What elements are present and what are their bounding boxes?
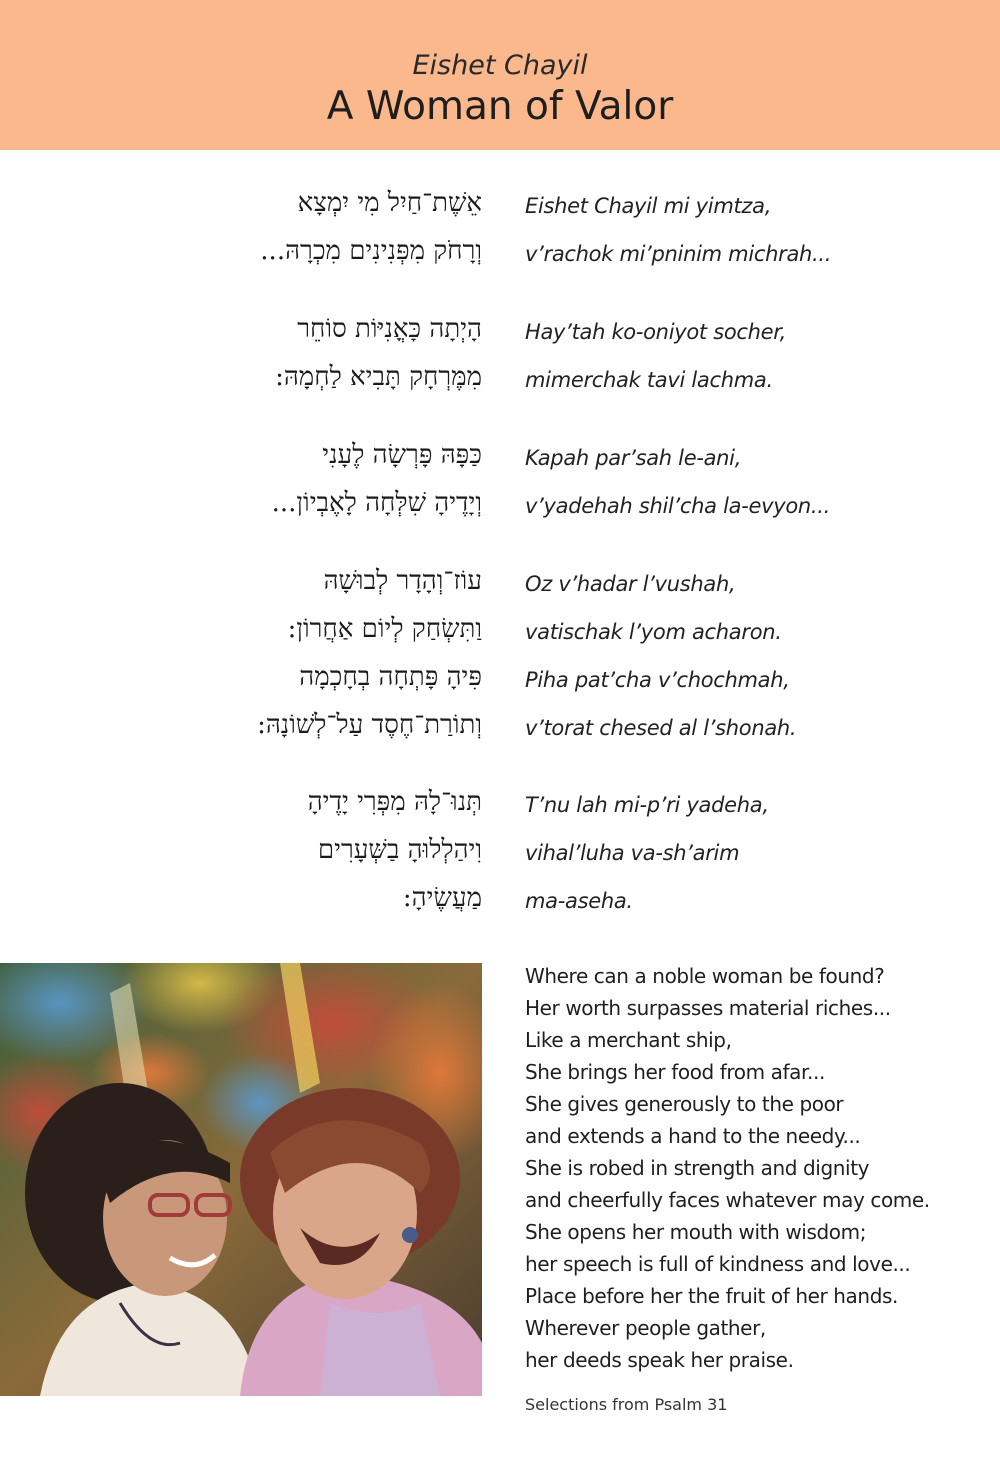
english-line: and cheerfully faces whatever may come. bbox=[525, 1188, 930, 1212]
page-title: A Woman of Valor bbox=[326, 84, 674, 129]
english-line: Wherever people gather, bbox=[525, 1316, 766, 1340]
hebrew-line: וְיָדֶיהָ שִׁלְּחָה לָאֶבְיוֹן... bbox=[271, 488, 482, 518]
transliteration-line: vihal’luha va-sh’arim bbox=[525, 841, 740, 865]
english-translation bbox=[525, 960, 995, 1376]
english-line: Where can a noble woman be found? bbox=[525, 964, 885, 988]
english-line: her speech is full of kindness and love... bbox=[525, 1252, 911, 1276]
hebrew-line: וִיהַלְלוּהָ בַשְּׁעָרִים bbox=[317, 835, 482, 865]
hebrew-line: כַּפָּהּ פָּרְשָׂה לֶעָנִי bbox=[322, 440, 482, 470]
source-citation: Selections from Psalm 31 bbox=[525, 1395, 728, 1414]
photo-two-women bbox=[0, 963, 482, 1396]
hebrew-line: הָיְתָה כָּאֳנִיּוֹת סוֹחֵר bbox=[297, 314, 482, 344]
english-line: Her worth surpasses material riches... bbox=[525, 996, 891, 1020]
transliteration-line: ma-aseha. bbox=[525, 889, 633, 913]
english-line: She brings her food from afar... bbox=[525, 1060, 825, 1084]
transliteration-line: v’rachok mi’pninim michrah... bbox=[525, 242, 832, 266]
english-line: She is robed in strength and dignity bbox=[525, 1156, 870, 1180]
subtitle: Eishet Chayil bbox=[412, 50, 588, 81]
hebrew-line: וְרָחֹק מִפְּנִינִים מִכְרָהּ... bbox=[260, 236, 482, 266]
hebrew-line: וְתוֹרַת־חֶסֶד עַל־לְשׁוֹנָהּ: bbox=[257, 710, 482, 740]
english-line: her deeds speak her praise. bbox=[525, 1348, 794, 1372]
transliteration-line: Oz v’hadar l’vushah, bbox=[525, 572, 736, 596]
hebrew-line: וַתִּשְׂחַק לְיוֹם אַחֲרוֹן: bbox=[287, 614, 482, 644]
english-line: and extends a hand to the needy... bbox=[525, 1124, 861, 1148]
transliteration-line: Eishet Chayil mi yimtza, bbox=[525, 194, 772, 218]
hebrew-line: עוֹז־וְהָדָר לְבוּשָׁהּ bbox=[323, 566, 482, 596]
transliteration-line: Hay’tah ko-oniyot socher, bbox=[525, 320, 787, 344]
english-line: Like a merchant ship, bbox=[525, 1028, 732, 1052]
hebrew-line: מַעֲשֶׂיהָ: bbox=[402, 883, 482, 913]
english-line: Place before her the fruit of her hands. bbox=[525, 1284, 898, 1308]
english-line: She gives generously to the poor bbox=[525, 1092, 844, 1116]
hebrew-line: תְּנוּ־לָהּ מִפְּרִי יָדֶיהָ bbox=[307, 787, 482, 817]
english-line: She opens her mouth with wisdom; bbox=[525, 1220, 867, 1244]
transliteration-line: v’torat chesed al l’shonah. bbox=[525, 716, 797, 740]
hebrew-line: אֵשֶׁת־חַיִל מִי יִמְצָא bbox=[297, 188, 482, 218]
header-banner bbox=[0, 0, 1000, 150]
transliteration-line: mimerchak tavi lachma. bbox=[525, 368, 773, 392]
transliteration-line: Piha pat’cha v’chochmah, bbox=[525, 668, 790, 692]
transliteration-line: vatischak l’yom acharon. bbox=[525, 620, 782, 644]
transliteration-line: T’nu lah mi-p’ri yadeha, bbox=[525, 793, 769, 817]
transliteration-line: v’yadehah shil’cha la-evyon... bbox=[525, 494, 831, 518]
hebrew-line: פִּיהָ פָּתְחָה בְחָכְמָה bbox=[299, 662, 482, 692]
photo-illustration bbox=[0, 963, 482, 1396]
hebrew-line: מִמֶּרְחָק תָּבִיא לַחְמָהּ: bbox=[275, 362, 482, 392]
transliteration-line: Kapah par’sah le-ani, bbox=[525, 446, 742, 470]
